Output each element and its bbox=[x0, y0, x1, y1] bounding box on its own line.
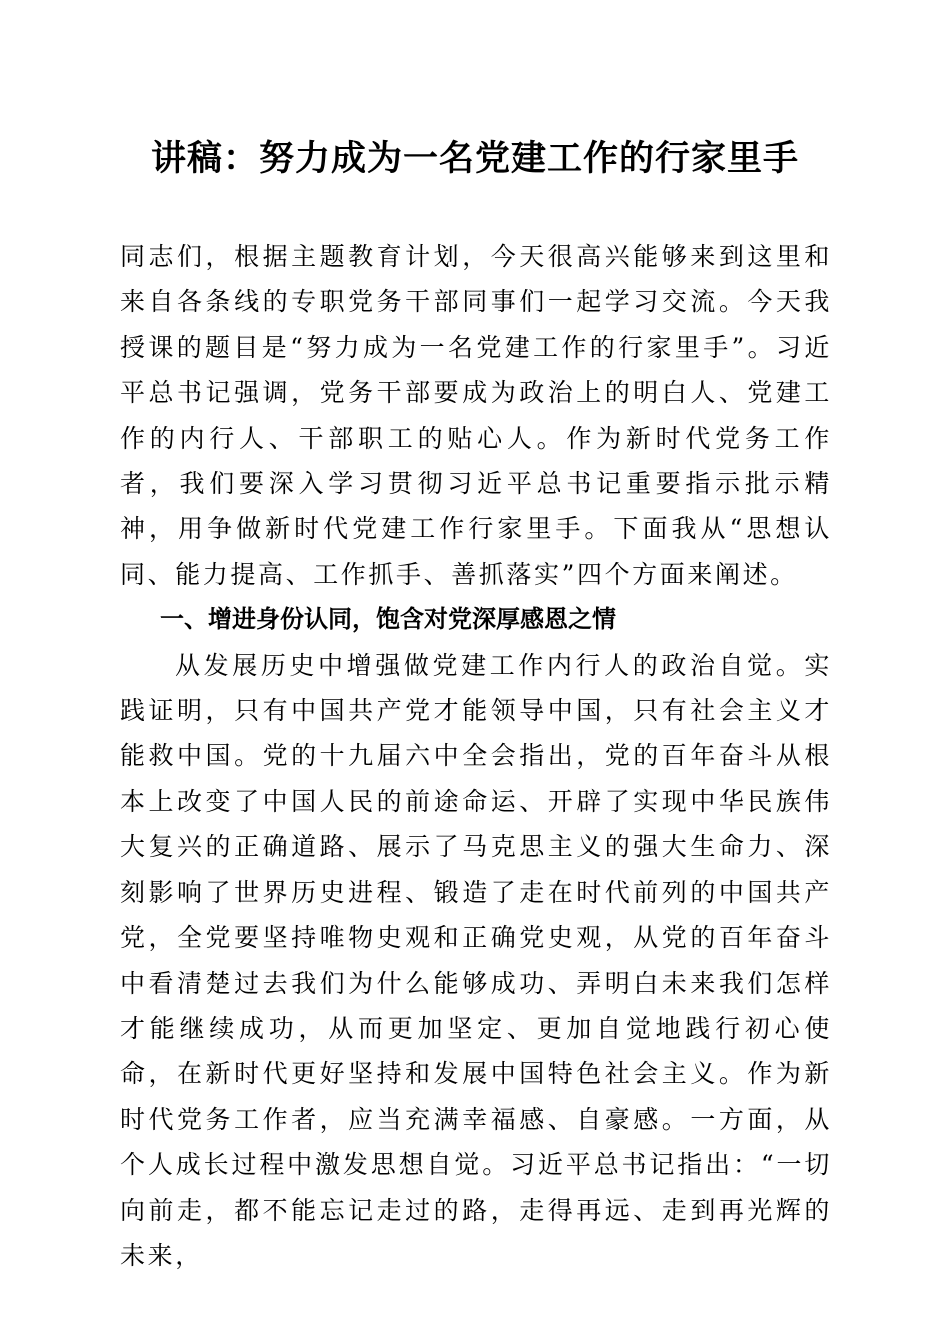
document-body bbox=[120, 234, 832, 1278]
section-1-heading: 一、增进身份认同，饱含对党深厚感恩之情 bbox=[160, 605, 616, 634]
document-title: 讲稿：努力成为一名党建工作的行家里手 bbox=[150, 139, 799, 179]
section-1-paragraph: 从发展历史中增强做党建工作内行人的政治自觉。实践证明，只有中国共产党才能领导中国，只有社会主义才能救中国。党的十九届六中全会指出，党的百年奋斗从根本上改变了中国人民的前途命运、开辟了实现中华民族伟大复兴的正确道路、展示了马克思主义的强大生命力、深刻影响了世界历史进程、锻造了走在时代前列的中国共产党，全党要坚持唯物史观和正确党史观，从党的百年奋斗中看清楚过去我们为什么能够成功、弄明白未来我们怎样才能继续成功，从而更加坚定、更加自觉地践行初心使命，在新时代更好坚持和发展中国特色社会主义。作为新时代党务工作者，应当充满幸福感、自豪感。一方面，从个人成长过程中激发思想自觉。习近平总书记指出：“一切向前走，都不能忘记走过的路，走得再远、走到再光辉的未来， bbox=[120, 650, 832, 1270]
intro-paragraph: 同志们，根据主题教育计划，今天很高兴能够来到这里和来自各条线的专职党务干部同事们一起学习交流。今天我授课的题目是“努力成为一名党建工作的行家里手”。习近平总书记强调，党务干部要成为政治上的明白人、党建工作的内行人、干部职工的贴心人。作为新时代党务工作者，我们要深入学习贯彻习近平总书记重要指示批示精神，用争做新时代党建工作行家里手。下面我从“思想认同、能力提高、工作抓手、善抓落实”四个方面来阐述。 bbox=[120, 242, 832, 589]
